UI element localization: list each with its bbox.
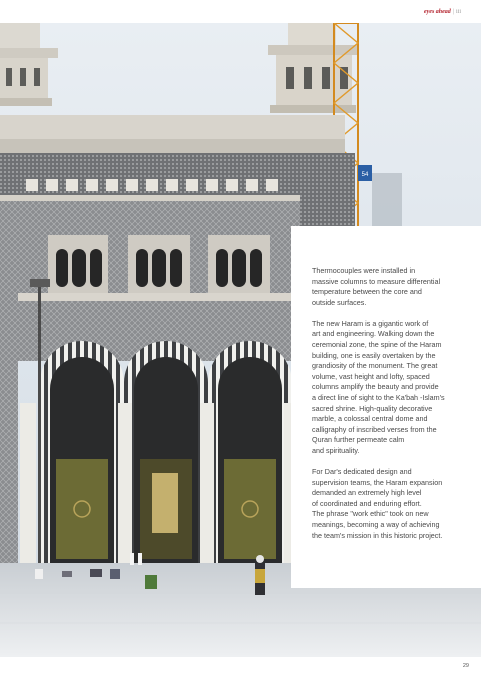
header-separator: | bbox=[452, 9, 454, 15]
article-paragraph-3: For Dar's dedicated design and supervision teams, the Haram expansion demanded an extremely high level of coordinated and enduring effort. The phrase "work ethic" took on new meanings, becoming a way of achieving the team's mission in this historic project. bbox=[312, 467, 443, 540]
article-paragraph-2: The new Haram is a gigantic work of art and engineering. Walking down the ceremonial zone, the spine of the Haram building, one is easily overtaken by the grandiosity of the monument. The great volume, vast height and lofty, spaced columns amplify the beauty and provide a direct line of sight to the Ka'bah -Islam's sacred shrine. High-quality decorative marble, a colossal central dome and calligraphy of inscribed verses from the Quran further permeate calm and spirituality. bbox=[312, 318, 445, 455]
running-header bbox=[424, 9, 461, 15]
crane-sign-number: 54 bbox=[361, 172, 369, 178]
header-page-ref: iii bbox=[455, 9, 461, 15]
page-header bbox=[0, 0, 481, 23]
article-text-panel bbox=[291, 226, 481, 588]
page-number: 29 bbox=[462, 663, 469, 669]
article-paragraph-1: Thermocouples were installed in massive columns to measure differential temperature between the core and outside surfaces. bbox=[312, 266, 441, 307]
magazine-brand: eyes ahead bbox=[423, 9, 451, 15]
